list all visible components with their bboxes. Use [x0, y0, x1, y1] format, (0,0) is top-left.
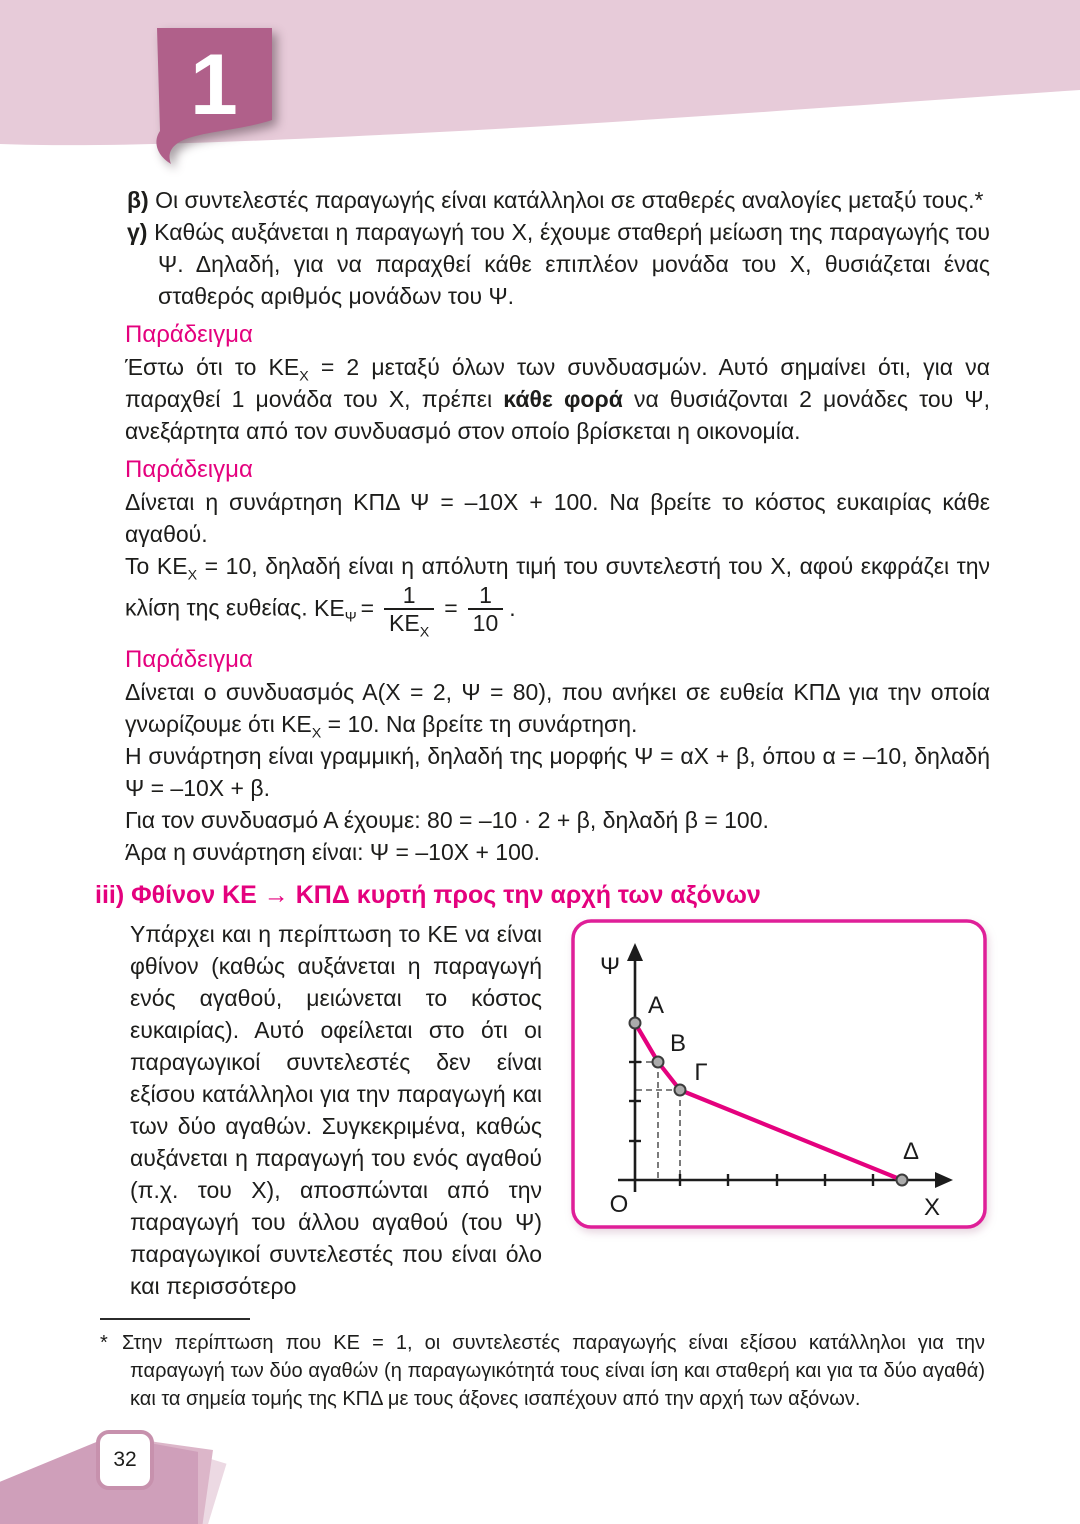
- lettered-list: [127, 184, 990, 312]
- example-1-text: [125, 351, 990, 447]
- footnote-rule: [100, 1318, 250, 1320]
- point-label-Gamma: Γ: [694, 1058, 708, 1086]
- chapter-number: 1: [190, 37, 238, 133]
- bold-run: κάθε φορά: [503, 386, 623, 412]
- denominator: 10: [468, 608, 504, 636]
- example-2-text-2: [125, 550, 991, 642]
- example-heading: Παράδειγμα: [125, 645, 253, 673]
- text-run: Έστω ότι το ΚΕ: [125, 354, 300, 380]
- text-run: Δίνεται η συνάρτηση ΚΠΔ Ψ = –10Χ + 100. Να βρείτε το κόστος ευκαιρίας κάθε αγαθού.: [125, 489, 990, 547]
- y-axis-label: Ψ: [599, 952, 621, 980]
- list-item-gamma: [127, 216, 990, 312]
- chapter-tab: [140, 6, 320, 191]
- text-run: = 10. Να βρείτε τη συνάρτηση.: [321, 710, 638, 737]
- footnote-block: [100, 1318, 985, 1413]
- example-3-text-4: Άρα η συνάρτηση είναι: Ψ = –10Χ + 100.: [125, 838, 541, 865]
- text-run: να θυσιάζονται 2 μονάδες του Ψ, ανεξάρτητα από τον συνδυασμό στον οποίο βρίσκεται η οικονομία.: [125, 386, 991, 444]
- subscript-psi: Ψ: [344, 609, 357, 626]
- text-run: = 2 μεταξύ όλων των συνδυασμών. Αυτό σημαίνει ότι, για να παραχθεί 1 μονάδα του Χ, πρέπει: [125, 354, 991, 412]
- text-run: = 10, δηλαδή είναι η απόλυτη τιμή του συντελεστή του Χ, αφού εκφράζει την κλίση της ευθείας.: [125, 553, 991, 621]
- origin-label: Ο: [609, 1190, 629, 1218]
- denominator: [384, 608, 434, 642]
- text-run: Στην περίπτωση που ΚΕ = 1, οι συντελεστές παραγωγής είναι εξίσου κατάλληλοι για την παραγωγή των δύο αγαθών (η παραγωγικότητά τους είναι ίση και σταθερή και για τα δύο αγαθά) και τα σημεία τομής της ΚΠΔ με τους άξονες ισαπέχουν από την αρχή των αξόνων.: [122, 1331, 985, 1410]
- section-heading-iii: iii) Φθίνον ΚΕ → ΚΠΔ κυρτή προς την αρχή των αξόνων: [95, 880, 761, 909]
- page-number-badge: [96, 1430, 154, 1490]
- text-run: .: [509, 594, 516, 621]
- fraction: [468, 582, 504, 637]
- subscript-x: Χ: [419, 625, 430, 642]
- point-Delta: [897, 1174, 908, 1185]
- example-3-text-1: [125, 676, 990, 740]
- numerator: 1: [479, 582, 492, 608]
- point-label-A: Α: [647, 991, 665, 1019]
- list-text: Οι συντελεστές παραγωγής είναι κατάλληλοι σε σταθερές αναλογίες μεταξύ τους.*: [155, 187, 984, 213]
- x-axis-label: Χ: [923, 1193, 941, 1221]
- subscript-x: Χ: [311, 725, 322, 742]
- list-item-beta: [127, 184, 990, 216]
- text-run: ΚΕ: [389, 610, 420, 637]
- numerator: 1: [402, 582, 416, 608]
- example-block-2: [125, 456, 991, 642]
- equals-sign: =: [444, 594, 458, 621]
- text-run: ΚΕ: [314, 594, 345, 621]
- point-label-B: Β: [669, 1029, 687, 1057]
- example-3-text-3: Για τον συνδυασμό Α έχουμε: 80 = –10 · 2 + β, δηλαδή β = 100.: [125, 806, 769, 833]
- page-number: 32: [113, 1448, 137, 1471]
- page-content: [95, 184, 990, 1413]
- footnote-marker: *: [100, 1331, 108, 1354]
- subscript-x: Χ: [299, 368, 309, 385]
- two-column-block: [130, 918, 990, 1302]
- example-2-text-1: [125, 486, 990, 550]
- point-B: [653, 1056, 664, 1067]
- footnote-text: [100, 1329, 985, 1413]
- text-run: Το ΚΕ: [125, 553, 188, 579]
- point-A: [630, 1017, 641, 1028]
- section-body-text: Υπάρχει και η περίπτωση το ΚΕ να είναι φθίνον (καθώς αυξάνεται η παραγωγή ενός αγαθού, μειώνεται το κόστος ευκαιρίας). Αυτό οφείλεται στο ότι οι παραγωγικοί συντελεστές δεν είναι εξίσου κατάλληλοι για την παραγωγή και των δύο αγαθών. Συγκεκριμένα, καθώς αυξάνεται η παραγωγή του ενός αγαθού (π.χ. του Χ), αποσπώνται από την παραγωγή του άλλου αγαθού (του Ψ) παραγωγικοί συντελεστές που είναι όλο και περισσότερο: [130, 920, 542, 1299]
- point-Gamma: [675, 1084, 686, 1095]
- example-block-1: [125, 321, 990, 447]
- list-label: β): [127, 187, 149, 213]
- example-block-3: [125, 646, 990, 868]
- example-heading: Παράδειγμα: [125, 321, 253, 348]
- example-3-text-2: Η συνάρτηση είναι γραμμική, δηλαδή της μορφής Ψ = αΧ + β, όπου α = –10, δηλαδή Ψ = –10Χ + β.: [125, 742, 990, 801]
- example-heading: Παράδειγμα: [125, 456, 253, 483]
- ppf-chart: [570, 918, 988, 1230]
- subscript-x: Χ: [187, 567, 198, 584]
- equals-sign: =: [360, 594, 375, 621]
- list-text: Καθώς αυξάνεται η παραγωγή του Χ, έχουμε σταθερή μείωση της παραγωγής του Ψ. Δηλαδή, για να παραχθεί κάθε επιπλέον μονάδα του Χ, θυσιάζεται ένας σταθερός αριθμός μονάδων του Ψ.: [154, 219, 991, 309]
- point-label-Delta: Δ: [902, 1137, 920, 1165]
- fraction: [384, 582, 434, 642]
- ppf-figure: [570, 918, 988, 1230]
- text-run: Δίνεται ο συνδυασμός Α(Χ = 2, Ψ = 80), που ανήκει σε ευθεία ΚΠΔ για την οποία γνωρίζουμε ότι ΚΕ: [125, 678, 990, 737]
- list-label: γ): [127, 219, 148, 245]
